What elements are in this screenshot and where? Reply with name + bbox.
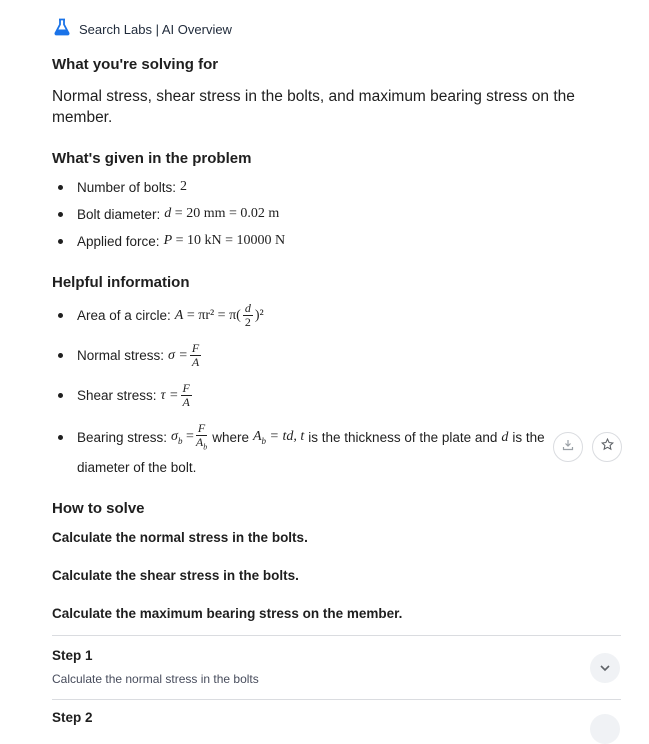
- math-var: d: [164, 206, 172, 221]
- step-subtitle: Calculate the normal stress in the bolts: [52, 672, 259, 686]
- math-expr: )²: [254, 307, 264, 323]
- divider: [52, 635, 621, 636]
- step-title[interactable]: Step 1: [52, 648, 93, 663]
- given-item: [58, 179, 187, 195]
- numerator: F: [191, 341, 200, 355]
- helpful-label: Shear stress:: [77, 388, 157, 403]
- bullet-dot: [58, 212, 63, 217]
- download-icon: [562, 438, 574, 456]
- math-fraction: [243, 302, 253, 329]
- math-sub: b: [177, 436, 183, 447]
- expand-button[interactable]: [590, 714, 620, 744]
- helpful-item-area: [58, 302, 264, 329]
- math-fraction: [181, 382, 192, 409]
- helpful-bearing-line2: diameter of the bolt.: [77, 460, 197, 475]
- denominator: A: [182, 395, 190, 409]
- given-heading: What's given in the problem: [52, 150, 252, 167]
- denominator: 2: [244, 315, 251, 329]
- bullet-dot: [58, 313, 63, 318]
- helpful-text: is the thickness of the plate and: [308, 430, 498, 446]
- math-var: A: [174, 307, 184, 323]
- helpful-text: is the: [512, 430, 545, 446]
- given-label: Bolt diameter:: [77, 206, 161, 222]
- math-expr: = πr² = π(: [186, 307, 241, 323]
- expand-button[interactable]: [590, 653, 620, 683]
- math-fraction: [196, 422, 207, 453]
- how-step: Calculate the maximum bearing stress on the member.: [52, 606, 403, 621]
- step-title[interactable]: Step 2: [52, 710, 93, 725]
- solving-heading: What you're solving for: [52, 56, 219, 73]
- download-button[interactable]: [553, 432, 583, 462]
- star-icon: [601, 438, 614, 456]
- math-expr: τ =: [160, 387, 179, 403]
- given-item: [58, 206, 279, 222]
- given-value: 2: [180, 179, 188, 194]
- how-step: Calculate the shear stress in the bolts.: [52, 568, 299, 583]
- bullet-dot: [58, 353, 63, 358]
- chevron-down-icon: [599, 659, 611, 677]
- math-var: σ: [171, 429, 178, 445]
- given-label: Applied force:: [77, 233, 160, 249]
- helpful-item-shear: [58, 382, 194, 409]
- given-item: [58, 233, 285, 249]
- math-expr: σ =: [168, 347, 188, 363]
- ai-overview-header: [53, 18, 232, 41]
- bullet-dot: [58, 393, 63, 398]
- numerator: d: [244, 301, 251, 315]
- math-sub: b: [261, 436, 267, 447]
- solving-text: Normal stress, shear stress in the bolts, and maximum bearing stress on the member.: [52, 88, 575, 126]
- helpful-label: Area of a circle:: [77, 308, 171, 323]
- given-value: = 10 kN = 10000 N: [175, 233, 286, 248]
- math-expr: =: [185, 429, 194, 445]
- how-step: Calculate the normal stress in the bolts.: [52, 530, 308, 545]
- numerator: F: [182, 381, 190, 395]
- helpful-text: where: [212, 430, 249, 446]
- math-var: A: [252, 429, 262, 445]
- denominator: A: [191, 355, 200, 369]
- given-value: = 20 mm = 0.02 m: [174, 206, 280, 221]
- bullet-dot: [58, 185, 63, 190]
- helpful-heading: Helpful information: [52, 274, 190, 291]
- flask-icon: [53, 18, 71, 41]
- helpful-label: Bearing stress:: [77, 430, 168, 446]
- bullet-dot: [58, 435, 63, 440]
- helpful-label: Normal stress:: [77, 348, 165, 363]
- divider: [52, 699, 621, 700]
- math-expr: = td, t: [269, 429, 305, 445]
- denominator: A: [195, 435, 204, 449]
- math-var: d: [501, 429, 509, 445]
- bullet-dot: [58, 239, 63, 244]
- star-button[interactable]: [592, 432, 622, 462]
- given-label: Number of bolts:: [77, 179, 177, 195]
- header-title: Search Labs | AI Overview: [79, 22, 232, 37]
- helpful-item-bearing: [58, 422, 545, 453]
- how-heading: How to solve: [52, 500, 145, 517]
- math-sub: b: [203, 442, 208, 452]
- helpful-item-normal: [58, 342, 203, 369]
- math-fraction: [190, 342, 201, 369]
- math-var: P: [163, 233, 173, 248]
- numerator: F: [197, 421, 206, 435]
